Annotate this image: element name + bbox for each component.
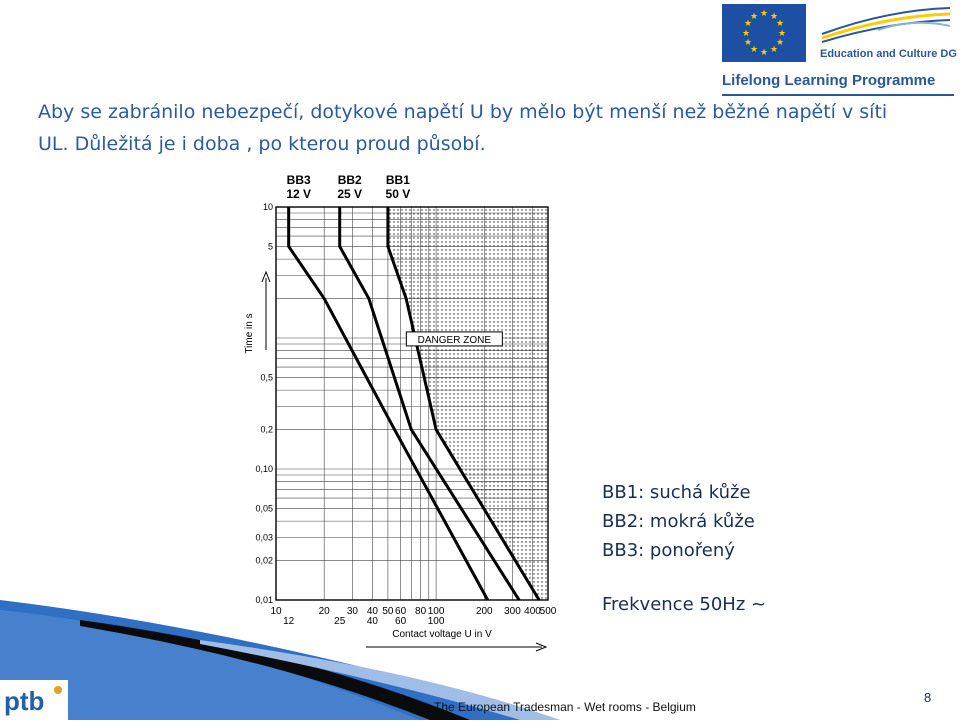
eu-logo-divider xyxy=(722,94,954,96)
y-tick-label: 10 xyxy=(262,202,273,212)
eu-dg-label: Education and Culture DG xyxy=(820,48,957,60)
danger-zone-area xyxy=(388,207,548,600)
svg-text:★: ★ xyxy=(769,12,779,22)
eu-programme-label: Lifelong Learning Programme xyxy=(722,72,936,89)
eu-logo xyxy=(722,4,957,98)
x-tick-label: 400 xyxy=(524,606,541,617)
series-voltage-bb1: 50 V xyxy=(385,187,411,201)
legend-bb1: BB1: suchá kůže xyxy=(602,482,751,503)
svg-text:★: ★ xyxy=(775,38,785,48)
legend-bb3: BB3: ponořený xyxy=(602,540,735,561)
ptb-logo-text: ptb xyxy=(4,686,45,716)
y-axis-label: Time in s xyxy=(244,313,255,354)
x-tick-label: 300 xyxy=(504,606,521,617)
footer-text: The European Tradesman - Wet rooms - Belgium xyxy=(434,700,696,714)
x-tick-label: 200 xyxy=(475,606,493,617)
series-name-bb2: BB2 xyxy=(337,173,362,187)
eu-flag-icon xyxy=(722,4,806,62)
x-tick-label: 500 xyxy=(539,606,557,617)
x-tick-label-secondary: 100 xyxy=(427,616,445,627)
y-tick-label: 0,03 xyxy=(255,532,273,543)
series-name-bb3: BB3 xyxy=(286,173,311,187)
legend-bb2: BB2: mokrá kůže xyxy=(602,511,755,532)
y-tick-label: 0,01 xyxy=(255,595,273,605)
x-tick-label: 30 xyxy=(346,606,358,617)
series-voltage-bb3: 12 V xyxy=(286,187,312,201)
y-tick-label: 0,10 xyxy=(255,464,273,474)
x-tick-label: 80 xyxy=(415,606,427,617)
x-axis-label: Contact voltage U in V xyxy=(392,629,492,640)
y-tick-label: 0,5 xyxy=(260,372,273,383)
svg-text:★: ★ xyxy=(777,29,787,39)
y-tick-label: 0,05 xyxy=(255,503,273,514)
skin-condition-legend xyxy=(602,478,755,565)
svg-text:★: ★ xyxy=(749,45,759,55)
svg-text:★: ★ xyxy=(743,38,753,48)
svg-text:★: ★ xyxy=(743,19,753,29)
svg-text:★: ★ xyxy=(741,29,751,39)
svg-text:★: ★ xyxy=(759,48,769,58)
svg-text:★: ★ xyxy=(769,45,779,55)
ptb-logo xyxy=(0,680,68,720)
slide-title: Aby se zabránilo nebezpečí, dotykové napětí U by mělo být menší než běžné napětí v síti UL. Důležitá je i doba , po kterou proud působí. xyxy=(38,101,888,155)
series-voltage-bb2: 25 V xyxy=(337,187,363,201)
frequency-note: Frekvence 50Hz ~ xyxy=(602,594,767,615)
x-tick-label-secondary: 40 xyxy=(366,616,378,627)
danger-zone-hatching xyxy=(388,207,548,600)
eu-dg-arc-icon xyxy=(818,4,954,44)
page-number: 8 xyxy=(924,690,932,705)
x-tick-label: 60 xyxy=(395,606,407,617)
svg-text:★: ★ xyxy=(749,12,759,22)
x-tick-label: 50 xyxy=(382,606,394,617)
svg-text:★: ★ xyxy=(759,9,769,19)
svg-text:★: ★ xyxy=(775,19,785,29)
series-name-bb1: BB1 xyxy=(385,173,410,187)
x-tick-label-secondary: 12 xyxy=(283,616,295,627)
x-tick-label: 100 xyxy=(427,606,445,617)
y-tick-label: 0,02 xyxy=(255,555,273,566)
x-tick-label: 20 xyxy=(318,606,330,617)
y-tick-label: 5 xyxy=(267,241,273,252)
x-tick-label-secondary: 60 xyxy=(395,616,407,627)
danger-zone-label: DANGER ZONE xyxy=(417,334,492,346)
x-tick-label-secondary: 25 xyxy=(334,616,346,627)
footer-swoosh xyxy=(0,560,960,720)
y-tick-label: 0,2 xyxy=(260,424,273,435)
x-tick-label: 10 xyxy=(270,606,282,617)
x-tick-label: 40 xyxy=(366,606,378,617)
